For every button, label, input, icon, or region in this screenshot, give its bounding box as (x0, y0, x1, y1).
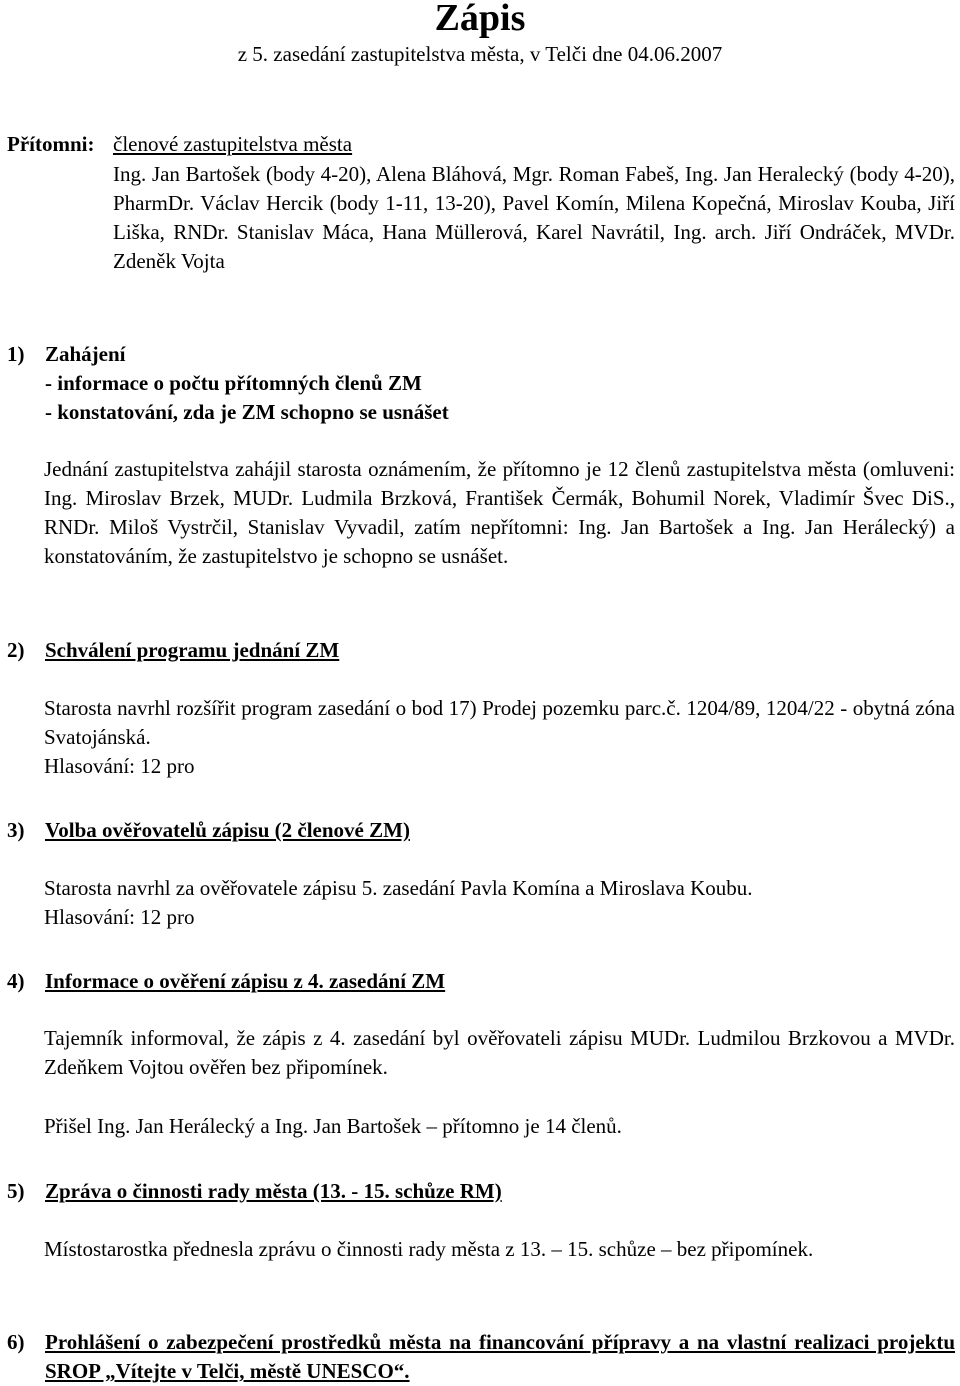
section-3-text: Starosta navrhl za ověřovatele zápisu 5. zasedání Pavla Komína a Miroslava Koubu. (44, 876, 753, 900)
section-1-text: Jednání zastupitelstva zahájil starosta oznámením, že přítomno je 12 členů zastupitelstva města (omluveni: Ing. Miroslav Brzek, MUDr. Ludmila Brzková, František Čermák, Bohumil Norek, Vladimír Švec DiS., RNDr. Miloš Vystrčil, Stanislav Vyvadil, zatím nepřítomni: Ing. Jan Bartošek a Ing. Jan Herálecký) a konstatováním, že zastupitelstvo je schopno se usnášet. (44, 457, 955, 568)
section-3-title (45, 816, 955, 845)
section-4-title-text: Informace o ověření zápisu z 4. zasedání ZM (45, 969, 446, 993)
section-6-title-text: Prohlášení o zabezpečení prostředků města na financování přípravy a na vlastní realizaci projektu SROP „Vítejte v Telči, městě UNESCO“. (45, 1330, 955, 1383)
section-6-title (45, 1328, 955, 1386)
section-2-vote: Hlasování: 12 pro (44, 754, 195, 778)
section-4-text: Tajemník informoval, že zápis z 4. zasedání byl ověřovateli zápisu MUDr. Ludmilou Brzkovou a MVDr. Zdeňkem Vojtou ověřen bez připomínek. (44, 1026, 955, 1079)
section-5-text: Místostarostka přednesla zprávu o činnosti rady města z 13. – 15. schůze – bez připomínek. (44, 1237, 814, 1261)
section-1-bullet-1: - informace o počtu přítomných členů ZM (45, 371, 422, 395)
section-4-note: Přišel Ing. Jan Herálecký a Ing. Jan Bartošek – přítomno je 14 členů. (44, 1114, 622, 1138)
attendance-group: členové zastupitelstva města (113, 132, 353, 156)
attendance-names: Ing. Jan Bartošek (body 4-20), Alena Bláhová, Mgr. Roman Fabeš, Ing. Jan Heralecký (body 4-20), PharmDr. Václav Hercik (body 1-11, 13-20), Pavel Komín, Milena Kopečná, Miroslav Kouba, Jiří Liška, RNDr. Stanislav Máca, Hana Müllerová, Karel Navrátil, Ing. arch. Jiří Ondráček, MVDr. Zdeněk Vojta (113, 162, 955, 273)
section-2-title-text: Schválení programu jednání ZM (45, 638, 340, 662)
document-subtitle: z 5. zasedání zastupitelstva města, v Telči dne 04.06.2007 (237, 42, 723, 66)
section-4-title (45, 967, 955, 996)
section-2-number: 2) (7, 638, 25, 662)
section-2-title (45, 636, 955, 665)
section-6-number: 6) (7, 1330, 25, 1354)
section-5-title (45, 1177, 955, 1206)
section-1-title: Zahájení (45, 342, 126, 366)
section-3-number: 3) (7, 818, 25, 842)
section-4-number: 4) (7, 969, 25, 993)
section-3-vote: Hlasování: 12 pro (44, 905, 195, 929)
section-3-title-text: Volba ověřovatelů zápisu (2 členové ZM) (45, 818, 410, 842)
attendance-label: Přítomni: (7, 132, 95, 156)
document-title: Zápis (434, 0, 526, 39)
section-5-number: 5) (7, 1179, 25, 1203)
section-2-text: Starosta navrhl rozšířit program zasedání o bod 17) Prodej pozemku parc.č. 1204/89, 1204/22 - obytná zóna Svatojánská. (44, 696, 955, 749)
section-1-bullet-2: - konstatování, zda je ZM schopno se usnášet (45, 400, 449, 424)
section-1-number: 1) (7, 342, 25, 366)
section-5-title-text: Zpráva o činnosti rady města (13. - 15. schůze RM) (45, 1179, 502, 1203)
